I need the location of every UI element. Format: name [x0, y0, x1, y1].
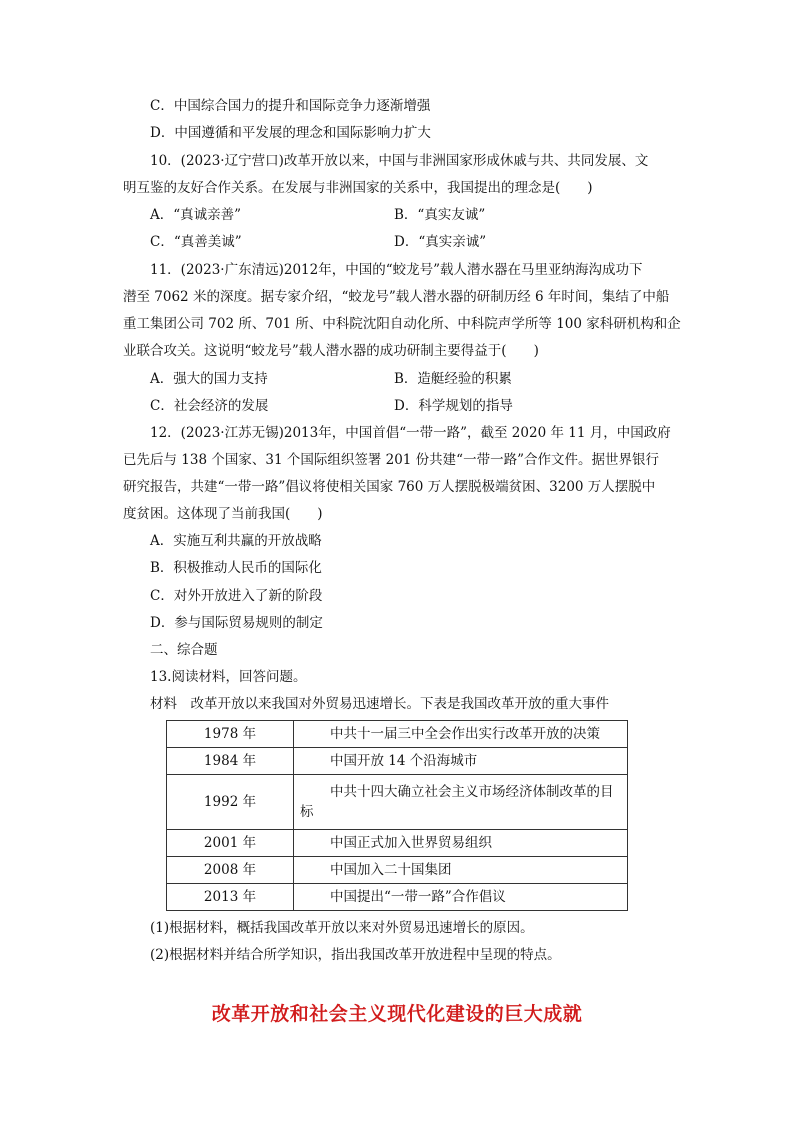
- q12-option-c: C．对外开放进入了新的阶段: [150, 588, 323, 604]
- q13-sub-question-1: (1)根据材料，概括我国改革开放以来对外贸易迅速增长的原因。: [150, 920, 534, 936]
- q13-sub-question-2: (2)根据材料并结合所学知识，指出我国改革开放进程中呈现的特点。: [150, 947, 561, 963]
- year-cell: 1978 年: [167, 721, 294, 748]
- event-cell: [294, 857, 628, 884]
- event-text: 中国开放 14 个沿海城市: [330, 753, 478, 769]
- q10-option-a: A．“真诚亲善”: [150, 207, 242, 223]
- section-heading-comprehensive: 二、综合题: [150, 642, 218, 658]
- event-text: 中共十一届三中全会作出实行改革开放的决策: [330, 726, 600, 742]
- event-cell: [294, 748, 628, 775]
- event-cell: [294, 884, 628, 911]
- q9-option-d: D．中国遵循和平发展的理念和国际影响力扩大: [150, 125, 431, 141]
- table-row: [167, 884, 628, 911]
- year-cell: 2001 年: [167, 830, 294, 857]
- q12-stem-line1: 12．(2023·江苏无锡)2013年，中国首倡“一带一路”，截至 2020 年 11 月，中国政府: [150, 425, 671, 441]
- event-cell: 中共十四大确立社会主义市场经济体制改革的目标: [294, 775, 628, 830]
- q10-stem-line1: 10．(2023·辽宁营口)改革开放以来，中国与非洲国家形成休戚与共、共同发展、文: [150, 153, 649, 169]
- chapter-section-title: 改革开放和社会主义现代化建设的巨大成就: [211, 1003, 583, 1025]
- event-cell: [294, 721, 628, 748]
- q12-stem-line2: 已先后与 138 个国家、31 个国际组织签署 201 份共建“一带一路”合作文件。据世界银行: [123, 452, 659, 468]
- q11-option-d: D．科学规划的指导: [394, 398, 513, 414]
- event-text: 中国加入二十国集团: [330, 862, 452, 878]
- year-cell: 1992 年: [167, 775, 294, 830]
- q11-option-a: A．强大的国力支持: [150, 371, 268, 387]
- q11-stem-line2: 潜至 7062 米的深度。据专家介绍，“蛟龙号”载人潜水器的研制历经 6 年时间，集结了中船: [123, 289, 670, 305]
- year-cell: 1984 年: [167, 748, 294, 775]
- table-row: [167, 830, 628, 857]
- q12-option-d: D．参与国际贸易规则的制定: [150, 615, 323, 631]
- q13-stem: 13.阅读材料，回答问题。: [150, 669, 307, 685]
- q12-option-b: B．积极推动人民币的国际化: [150, 560, 322, 576]
- q10-stem-line2: 明互鉴的友好合作关系。在发展与非洲国家的关系中，我国提出的理念是( ): [123, 180, 593, 196]
- event-text: 中国正式加入世界贸易组织: [330, 835, 492, 851]
- q11-stem-line1: 11．(2023·广东清远)2012年，中国的“蛟龙号”载人潜水器在马里亚纳海沟成功下: [150, 262, 643, 278]
- q10-option-b: B．“真实友诚”: [394, 207, 486, 223]
- event-text: 中国提出“一带一路”合作倡议: [330, 889, 506, 905]
- table-row: [167, 721, 628, 748]
- table-row: [167, 748, 628, 775]
- table-row: [167, 857, 628, 884]
- q11-stem-line3: 重工集团公司 702 所、701 所、中科院沈阳自动化所、中科院声学所等 100 家科研机构和企: [123, 316, 681, 332]
- q11-option-c: C．社会经济的发展: [150, 398, 269, 414]
- q12-stem-line3: 研究报告，共建“一带一路”倡议将使相关国家 760 万人摆脱极端贫困、3200 万人摆脱中: [123, 479, 656, 495]
- q12-stem-line4: 度贫困。这体现了当前我国( ): [123, 506, 323, 522]
- reform-events-table: [166, 720, 628, 911]
- event-cell: [294, 830, 628, 857]
- q9-option-c: C．中国综合国力的提升和国际竞争力逐渐增强: [150, 98, 431, 114]
- q11-option-b: B．造艇经验的积累: [394, 371, 512, 387]
- year-cell: 2008 年: [167, 857, 294, 884]
- year-cell: 2013 年: [167, 884, 294, 911]
- q11-stem-line4: 业联合攻关。这说明“蛟龙号”载人潜水器的成功研制主要得益于( ): [123, 343, 539, 359]
- q13-material: 材料 改革开放以来我国对外贸易迅速增长。下表是我国改革开放的重大事件: [150, 696, 609, 712]
- q10-option-d: D．“真实亲诚”: [394, 234, 487, 250]
- table-row: [167, 775, 628, 830]
- q10-option-c: C．“真善美诚”: [150, 234, 242, 250]
- q12-option-a: A．实施互利共赢的开放战略: [150, 533, 322, 549]
